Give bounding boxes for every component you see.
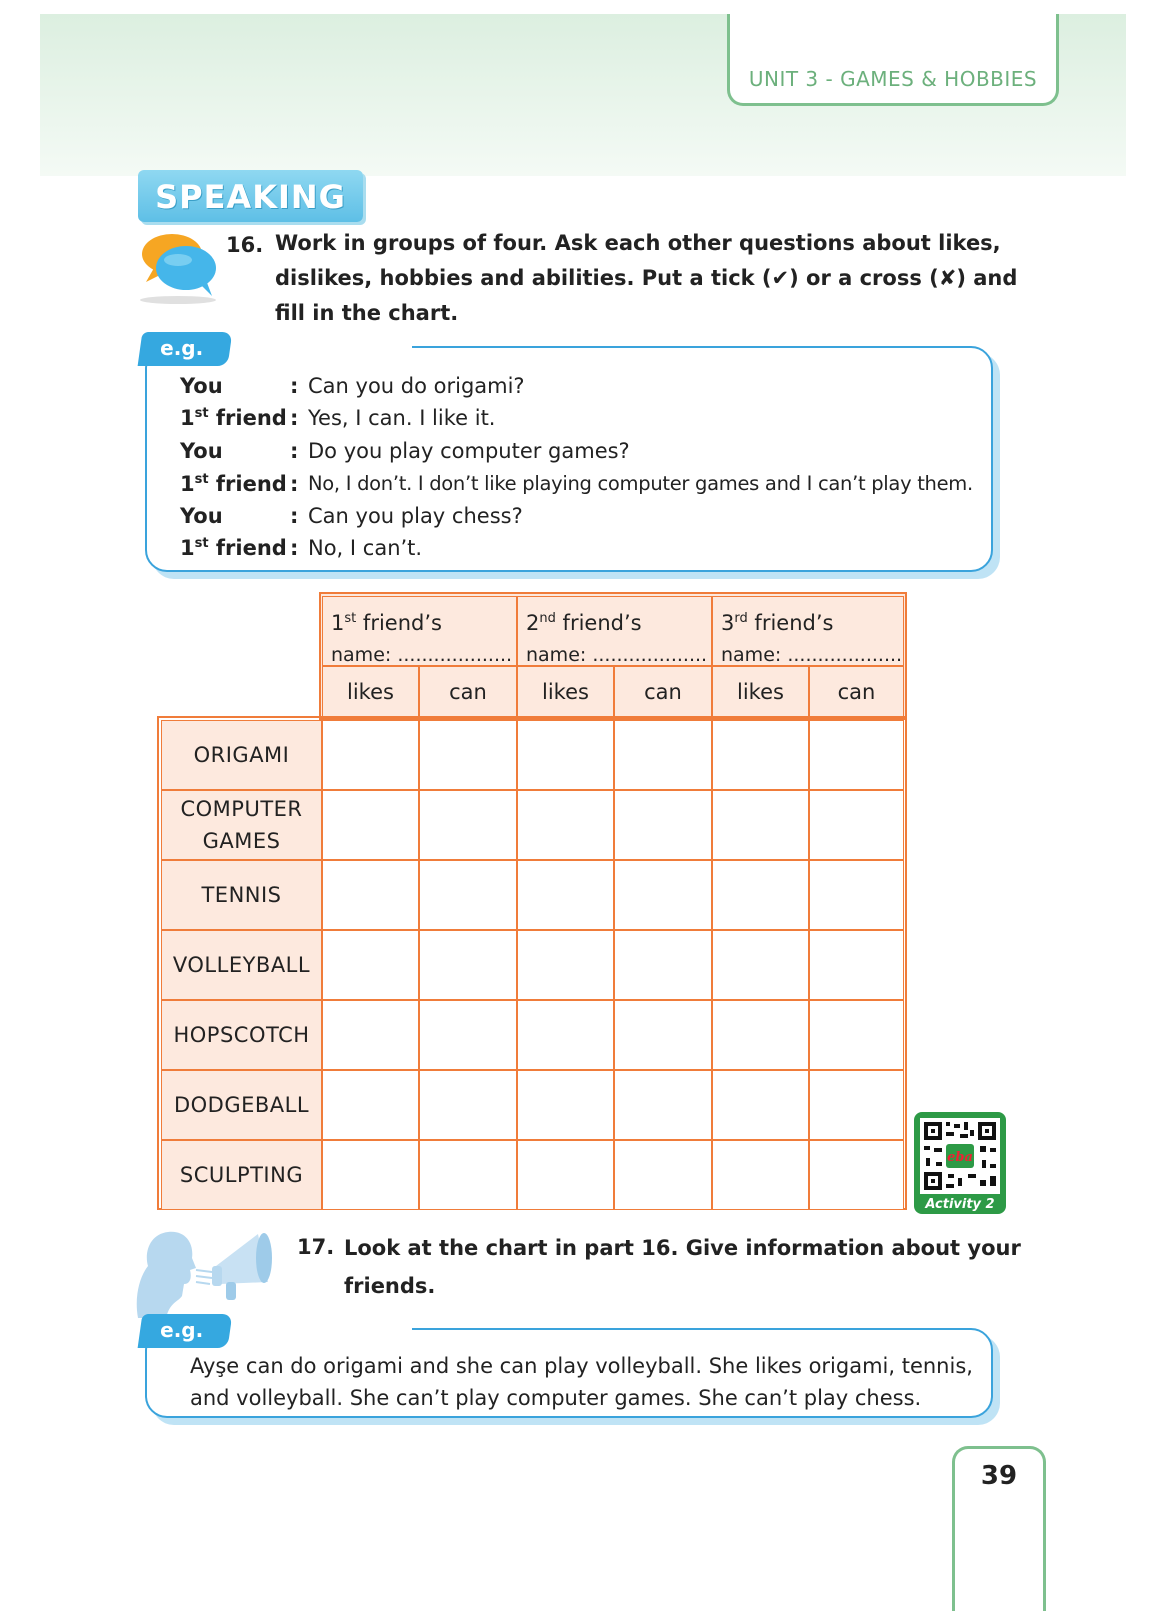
- chart-cell[interactable]: [322, 1000, 419, 1070]
- question-16-number: 16.: [226, 233, 264, 257]
- chart-cell[interactable]: [419, 930, 517, 1000]
- dialogue-line: Do you play computer games?: [308, 439, 630, 463]
- friend-name-field[interactable]: name: ...................: [526, 644, 708, 666]
- chart-cell[interactable]: [712, 1070, 809, 1140]
- chart-cell[interactable]: [712, 720, 809, 790]
- svg-text:eba: eba: [947, 1150, 973, 1165]
- chart-cell[interactable]: [322, 930, 419, 1000]
- chart-cell[interactable]: [517, 720, 614, 790]
- example-tag-label: e.g.: [160, 1318, 204, 1342]
- dialogue-line: Can you do origami?: [308, 374, 525, 398]
- example-tag-label: e.g.: [160, 336, 204, 360]
- speaker: 1st friend: [180, 536, 287, 560]
- subhead-can: can: [614, 666, 712, 718]
- chart-cell[interactable]: [517, 1140, 614, 1210]
- chart-cell[interactable]: [322, 1140, 419, 1210]
- example-tag: [138, 1314, 233, 1348]
- question-16-line: Work in groups of four. Ask each other questions about likes,: [275, 231, 1001, 255]
- speaker: You: [180, 504, 223, 528]
- chart-cell[interactable]: [712, 790, 809, 860]
- chart-cell[interactable]: [419, 1000, 517, 1070]
- row-label: TENNIS: [161, 860, 322, 930]
- chart-cell[interactable]: [614, 1140, 712, 1210]
- question-17-line: Look at the chart in part 16. Give information about your: [344, 1236, 1021, 1260]
- page-tab: [952, 1446, 1046, 1611]
- subhead-likes: likes: [517, 666, 614, 718]
- row-label: COMPUTER GAMES: [161, 790, 322, 860]
- example-paragraph: Ayşe can do origami and she can play volleyball. She likes origami, tennis, and volleyball. She can’t play computer games. She can’t play chess.: [190, 1354, 973, 1410]
- chart-cell[interactable]: [809, 720, 904, 790]
- speaker: 1st friend: [180, 406, 287, 430]
- subhead-can: can: [809, 666, 904, 718]
- question-16-line: fill in the chart.: [275, 301, 459, 325]
- chart-cell[interactable]: [517, 790, 614, 860]
- friend-name-field[interactable]: name: ...................: [721, 644, 903, 666]
- chart-cell[interactable]: [614, 1070, 712, 1140]
- chart-cell[interactable]: [614, 930, 712, 1000]
- chart-cell[interactable]: [419, 790, 517, 860]
- friend-1-header: 1st friend’s name: ...................: [322, 596, 517, 666]
- chart-cell[interactable]: [809, 930, 904, 1000]
- chart-cell[interactable]: [322, 1070, 419, 1140]
- question-17-line: friends.: [344, 1274, 436, 1298]
- chart-cell[interactable]: [614, 860, 712, 930]
- chart-cell[interactable]: [809, 860, 904, 930]
- example-box-gap: [230, 343, 412, 349]
- chart-cell[interactable]: [419, 720, 517, 790]
- friend-2-header: 2nd friend’s name: ...................: [517, 596, 712, 666]
- speaker: 1st friend: [180, 472, 287, 496]
- subhead-can: can: [419, 666, 517, 718]
- dialogue-line: No, I don’t. I don’t like playing computer games and I can’t play them.: [308, 472, 973, 495]
- chart-cell[interactable]: [517, 1000, 614, 1070]
- chart-cell[interactable]: [517, 1070, 614, 1140]
- section-badge: [138, 170, 363, 222]
- chart-cell[interactable]: [614, 1000, 712, 1070]
- friend-3-header: 3rd friend’s name: ...................: [712, 596, 904, 666]
- subhead-likes: likes: [712, 666, 809, 718]
- speech-bubbles-icon: [136, 230, 220, 304]
- qr-label: Activity 2: [925, 1197, 995, 1212]
- megaphone-speaker-icon: [130, 1226, 280, 1318]
- example-tag: [138, 332, 233, 366]
- chart-cell[interactable]: [614, 790, 712, 860]
- chart-cell[interactable]: [322, 720, 419, 790]
- chart-cell[interactable]: [419, 1070, 517, 1140]
- question-16-line: dislikes, hobbies and abilities. Put a tick (✔) or a cross (✘) and: [275, 266, 1018, 290]
- chart-cell[interactable]: [809, 790, 904, 860]
- chart-cell[interactable]: [809, 1000, 904, 1070]
- question-17-number: 17.: [297, 1235, 335, 1259]
- section-title: SPEAKING: [155, 178, 346, 216]
- question-16-text: [275, 226, 1017, 331]
- chart-cell[interactable]: [419, 1140, 517, 1210]
- chart-cell[interactable]: [712, 1000, 809, 1070]
- qr-code-icon: [920, 1118, 1000, 1194]
- chart-cell[interactable]: [322, 790, 419, 860]
- page-number: 39: [980, 1461, 1018, 1491]
- qr-code[interactable]: [914, 1112, 1006, 1214]
- chart-cell[interactable]: [419, 860, 517, 930]
- chart-cell[interactable]: [809, 1070, 904, 1140]
- chart-cell[interactable]: [517, 930, 614, 1000]
- row-label: VOLLEYBALL: [161, 930, 322, 1000]
- question-17-text: [344, 1229, 1021, 1305]
- dialogue-line: No, I can’t.: [308, 536, 423, 560]
- chart-cell[interactable]: [712, 930, 809, 1000]
- chart-cell[interactable]: [809, 1140, 904, 1210]
- dialogue-line: Can you play chess?: [308, 504, 523, 528]
- chart-cell[interactable]: [712, 1140, 809, 1210]
- row-label: HOPSCOTCH: [161, 1000, 322, 1070]
- speaker: You: [180, 374, 223, 398]
- unit-title: UNIT 3 - GAMES & HOBBIES: [748, 67, 1038, 91]
- chart-cell[interactable]: [322, 860, 419, 930]
- row-label: ORIGAMI: [161, 720, 322, 790]
- unit-tab: [727, 14, 1059, 106]
- dialogue-line: Yes, I can. I like it.: [308, 406, 496, 430]
- row-label: SCULPTING: [161, 1140, 322, 1210]
- chart-cell[interactable]: [517, 860, 614, 930]
- example-box-gap: [230, 1325, 412, 1331]
- row-label: DODGEBALL: [161, 1070, 322, 1140]
- subhead-likes: likes: [322, 666, 419, 718]
- chart-cell[interactable]: [614, 720, 712, 790]
- chart-cell[interactable]: [712, 860, 809, 930]
- friend-name-field[interactable]: name: ...................: [331, 644, 513, 666]
- speaker: You: [180, 439, 223, 463]
